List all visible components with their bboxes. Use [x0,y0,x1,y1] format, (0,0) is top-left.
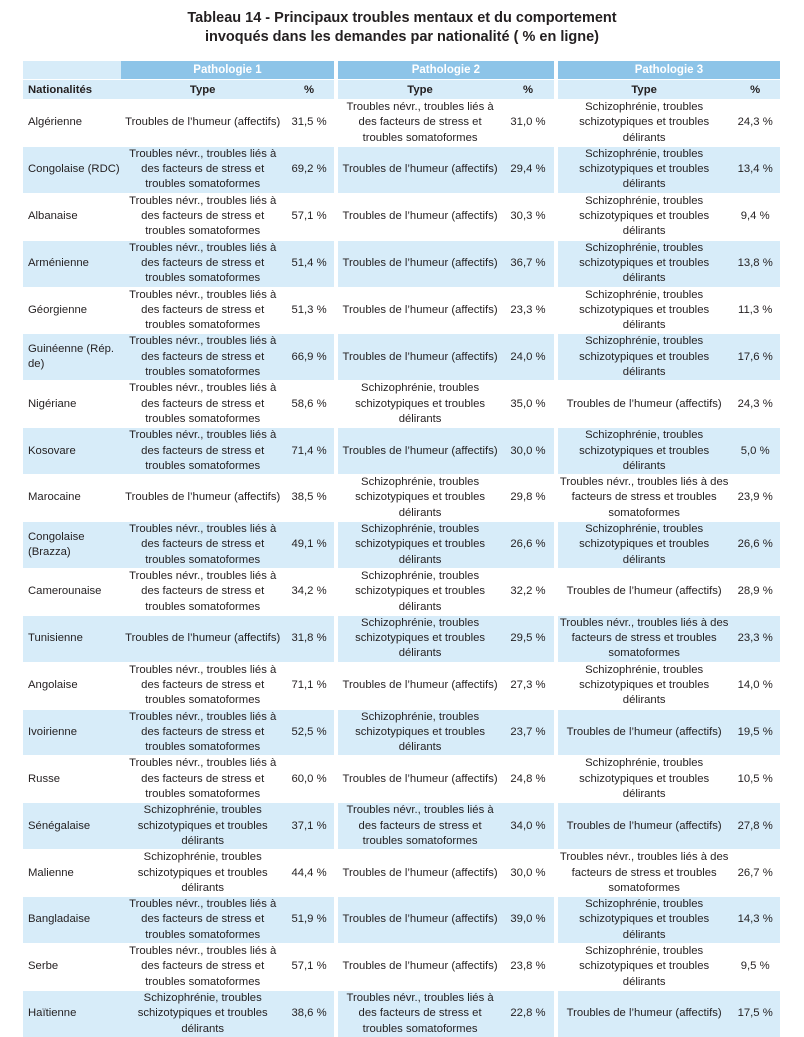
nationality-cell: Ivoirienne [23,709,121,756]
pathologie-3-pct-cell: 19,5 % [730,709,780,756]
pathologie-1-pct-cell: 66,9 % [284,333,334,380]
pathologie-1-pct-cell: 44,4 % [284,849,334,896]
pathologie-2-pct-cell: 39,0 % [502,896,554,943]
pathologie-1-pct-cell: 37,1 % [284,802,334,849]
pathologie-2-type-cell: Troubles de l’humeur (affectifs) [338,755,502,802]
table-row [23,427,780,474]
nationality-cell: Géorgienne [23,287,121,334]
pathologie-2-pct-cell: 23,8 % [502,943,554,990]
pathologie-3-pct-cell: 11,3 % [730,287,780,334]
pathologie-3-type-cell: Troubles de l’humeur (affectifs) [558,709,730,756]
pathologie-3-pct-cell: 10,5 % [730,755,780,802]
pathologie-1-pct-cell: 51,4 % [284,240,334,287]
data-table [23,61,780,1037]
pathologie-1-type-cell: Troubles névr., troubles liés à des facteurs de stress et troubles somatoformes [121,240,284,287]
pathologie-3-pct-cell: 23,3 % [730,615,780,662]
pathologie-3-type-cell: Schizophrénie, troubles schizotypiques et troubles délirants [558,896,730,943]
pathologie-3-pct-cell: 13,8 % [730,240,780,287]
pathologie-1-pct-cell: 51,9 % [284,896,334,943]
header-blank-cell [23,61,121,79]
pathologie-2-type-cell: Troubles de l’humeur (affectifs) [338,849,502,896]
table-row [23,380,780,427]
pathologie-1-type-cell: Troubles névr., troubles liés à des facteurs de stress et troubles somatoformes [121,521,284,568]
pathologie-3-pct-cell: 14,3 % [730,896,780,943]
pathologie-3-pct-cell: 23,9 % [730,474,780,521]
pathologie-1-pct-cell: 69,2 % [284,146,334,193]
pathologie-3-pct-cell: 24,3 % [730,380,780,427]
pathologie-2-pct-cell: 34,0 % [502,802,554,849]
nationality-cell: Serbe [23,943,121,990]
pathologie-1-type-cell: Schizophrénie, troubles schizotypiques et troubles délirants [121,990,284,1037]
header-type-3: Type [558,79,730,99]
pathologie-2-pct-cell: 23,7 % [502,709,554,756]
table-row [23,99,780,146]
pathologie-3-pct-cell: 17,6 % [730,333,780,380]
nationality-cell: Albanaise [23,193,121,240]
table-title-line-1: Tableau 14 - Principaux troubles mentaux et du comportement [187,10,617,26]
pathologie-1-pct-cell: 38,6 % [284,990,334,1037]
nationality-cell: Kosovare [23,427,121,474]
pathologie-1-pct-cell: 51,3 % [284,287,334,334]
pathologie-2-type-cell: Troubles névr., troubles liés à des facteurs de stress et troubles somatoformes [338,99,502,146]
pathologie-2-type-cell: Schizophrénie, troubles schizotypiques et troubles délirants [338,474,502,521]
pathologie-3-type-cell: Schizophrénie, troubles schizotypiques et troubles délirants [558,427,730,474]
nationality-cell: Russe [23,755,121,802]
pathologie-2-type-cell: Schizophrénie, troubles schizotypiques et troubles délirants [338,380,502,427]
pathologie-3-type-cell: Troubles névr., troubles liés à des facteurs de stress et troubles somatoformes [558,849,730,896]
pathologie-3-pct-cell: 14,0 % [730,662,780,709]
nationality-cell: Tunisienne [23,615,121,662]
pathologie-2-type-cell: Troubles de l’humeur (affectifs) [338,193,502,240]
pathologie-1-type-cell: Troubles de l’humeur (affectifs) [121,615,284,662]
pathologie-1-type-cell: Troubles névr., troubles liés à des facteurs de stress et troubles somatoformes [121,380,284,427]
pathologie-3-type-cell: Schizophrénie, troubles schizotypiques et troubles délirants [558,99,730,146]
pathologie-3-type-cell: Troubles de l’humeur (affectifs) [558,380,730,427]
pathologie-1-pct-cell: 49,1 % [284,521,334,568]
pathologie-3-pct-cell: 13,4 % [730,146,780,193]
nationality-cell: Congolaise (RDC) [23,146,121,193]
pathologie-2-pct-cell: 29,4 % [502,146,554,193]
pathologie-3-type-cell: Troubles de l’humeur (affectifs) [558,990,730,1037]
pathologie-1-type-cell: Troubles névr., troubles liés à des facteurs de stress et troubles somatoformes [121,755,284,802]
header-pct-2: % [502,79,554,99]
header-nationalites: Nationalités [23,79,121,99]
pathologie-1-type-cell: Troubles névr., troubles liés à des facteurs de stress et troubles somatoformes [121,333,284,380]
pathologie-3-type-cell: Schizophrénie, troubles schizotypiques et troubles délirants [558,521,730,568]
table-body [23,99,780,1037]
pathologie-2-pct-cell: 36,7 % [502,240,554,287]
pathologie-2-type-cell: Troubles de l’humeur (affectifs) [338,287,502,334]
nationality-cell: Arménienne [23,240,121,287]
header-pathologie-2: Pathologie 2 [338,61,554,79]
nationality-cell: Algérienne [23,99,121,146]
pathologie-3-type-cell: Schizophrénie, troubles schizotypiques et troubles délirants [558,240,730,287]
pathologie-2-pct-cell: 26,6 % [502,521,554,568]
pathologie-3-type-cell: Schizophrénie, troubles schizotypiques et troubles délirants [558,333,730,380]
pathologie-3-pct-cell: 26,7 % [730,849,780,896]
pathologie-1-type-cell: Troubles névr., troubles liés à des facteurs de stress et troubles somatoformes [121,943,284,990]
pathologie-1-pct-cell: 57,1 % [284,943,334,990]
pathologie-3-pct-cell: 27,8 % [730,802,780,849]
pathologie-1-pct-cell: 31,8 % [284,615,334,662]
pathologie-1-type-cell: Troubles névr., troubles liés à des facteurs de stress et troubles somatoformes [121,193,284,240]
pathologie-2-type-cell: Schizophrénie, troubles schizotypiques et troubles délirants [338,709,502,756]
pathologie-3-type-cell: Schizophrénie, troubles schizotypiques et troubles délirants [558,287,730,334]
pathologie-2-type-cell: Troubles de l’humeur (affectifs) [338,146,502,193]
pathologie-1-pct-cell: 71,1 % [284,662,334,709]
pathologie-1-type-cell: Troubles névr., troubles liés à des facteurs de stress et troubles somatoformes [121,427,284,474]
nationality-cell: Haïtienne [23,990,121,1037]
table-row [23,896,780,943]
pathologie-3-pct-cell: 5,0 % [730,427,780,474]
pathologie-2-pct-cell: 31,0 % [502,99,554,146]
pathologie-2-pct-cell: 29,8 % [502,474,554,521]
table-row [23,755,780,802]
pathologie-3-type-cell: Troubles névr., troubles liés à des facteurs de stress et troubles somatoformes [558,474,730,521]
pathologie-2-type-cell: Troubles névr., troubles liés à des facteurs de stress et troubles somatoformes [338,802,502,849]
nationality-cell: Marocaine [23,474,121,521]
pathologie-1-type-cell: Troubles névr., troubles liés à des facteurs de stress et troubles somatoformes [121,146,284,193]
table-row [23,709,780,756]
header-type-1: Type [121,79,284,99]
pathologie-3-type-cell: Troubles névr., troubles liés à des facteurs de stress et troubles somatoformes [558,615,730,662]
pathologie-3-pct-cell: 17,5 % [730,990,780,1037]
pathologie-3-type-cell: Schizophrénie, troubles schizotypiques et troubles délirants [558,662,730,709]
table-row [23,240,780,287]
nationality-cell: Congolaise (Brazza) [23,521,121,568]
nationality-cell: Sénégalaise [23,802,121,849]
pathologie-3-type-cell: Schizophrénie, troubles schizotypiques et troubles délirants [558,943,730,990]
pathologie-2-pct-cell: 30,0 % [502,427,554,474]
pathologie-1-pct-cell: 71,4 % [284,427,334,474]
pathologie-1-pct-cell: 31,5 % [284,99,334,146]
pathologie-1-type-cell: Schizophrénie, troubles schizotypiques et troubles délirants [121,802,284,849]
pathologie-2-type-cell: Schizophrénie, troubles schizotypiques et troubles délirants [338,568,502,615]
nationality-cell: Nigériane [23,380,121,427]
pathologie-2-pct-cell: 30,3 % [502,193,554,240]
table-row [23,990,780,1037]
pathologie-2-pct-cell: 24,8 % [502,755,554,802]
pathologie-1-pct-cell: 57,1 % [284,193,334,240]
pathologie-1-pct-cell: 60,0 % [284,755,334,802]
pathologie-3-type-cell: Troubles de l’humeur (affectifs) [558,802,730,849]
pathologie-3-type-cell: Schizophrénie, troubles schizotypiques et troubles délirants [558,755,730,802]
table-row [23,615,780,662]
pathologie-2-pct-cell: 29,5 % [502,615,554,662]
nationality-cell: Angolaise [23,662,121,709]
pathologie-2-pct-cell: 32,2 % [502,568,554,615]
pathologie-1-pct-cell: 38,5 % [284,474,334,521]
header-pathologie-1: Pathologie 1 [121,61,334,79]
table-row [23,662,780,709]
pathologie-2-type-cell: Troubles de l’humeur (affectifs) [338,896,502,943]
pathologie-2-type-cell: Schizophrénie, troubles schizotypiques et troubles délirants [338,615,502,662]
pathologie-2-pct-cell: 27,3 % [502,662,554,709]
table-row [23,287,780,334]
nationality-cell: Malienne [23,849,121,896]
pathologie-1-type-cell: Troubles de l’humeur (affectifs) [121,474,284,521]
pathologie-2-pct-cell: 24,0 % [502,333,554,380]
table-title [0,9,804,47]
pathologie-3-pct-cell: 9,4 % [730,193,780,240]
pathologie-1-pct-cell: 52,5 % [284,709,334,756]
table-row [23,568,780,615]
pathologie-2-type-cell: Troubles névr., troubles liés à des facteurs de stress et troubles somatoformes [338,990,502,1037]
header-type-2: Type [338,79,502,99]
header-pathologie-3: Pathologie 3 [558,61,780,79]
pathologie-3-pct-cell: 24,3 % [730,99,780,146]
pathologie-1-pct-cell: 58,6 % [284,380,334,427]
pathologie-2-type-cell: Troubles de l’humeur (affectifs) [338,427,502,474]
pathologie-1-type-cell: Troubles névr., troubles liés à des facteurs de stress et troubles somatoformes [121,896,284,943]
pathologie-3-pct-cell: 28,9 % [730,568,780,615]
pathologie-2-type-cell: Schizophrénie, troubles schizotypiques et troubles délirants [338,521,502,568]
table-row [23,849,780,896]
pathologie-1-type-cell: Troubles de l’humeur (affectifs) [121,99,284,146]
pathologie-2-pct-cell: 30,0 % [502,849,554,896]
pathologie-3-type-cell: Schizophrénie, troubles schizotypiques et troubles délirants [558,193,730,240]
header-pct-3: % [730,79,780,99]
table-title-line-2: invoqués dans les demandes par nationalité ( % en ligne) [204,29,599,45]
table-row [23,521,780,568]
pathologie-1-type-cell: Troubles névr., troubles liés à des facteurs de stress et troubles somatoformes [121,568,284,615]
table-row [23,474,780,521]
pathologie-1-type-cell: Schizophrénie, troubles schizotypiques et troubles délirants [121,849,284,896]
nationality-cell: Bangladaise [23,896,121,943]
table-row [23,943,780,990]
pathologie-2-pct-cell: 23,3 % [502,287,554,334]
pathologie-2-pct-cell: 35,0 % [502,380,554,427]
header-row-pathologies [23,61,780,79]
pathologie-2-type-cell: Troubles de l’humeur (affectifs) [338,333,502,380]
pathologie-2-pct-cell: 22,8 % [502,990,554,1037]
pathologie-3-type-cell: Schizophrénie, troubles schizotypiques et troubles délirants [558,146,730,193]
pathologie-1-type-cell: Troubles névr., troubles liés à des facteurs de stress et troubles somatoformes [121,662,284,709]
table-row [23,146,780,193]
pathologie-3-type-cell: Troubles de l’humeur (affectifs) [558,568,730,615]
table-row [23,802,780,849]
pathologie-3-pct-cell: 26,6 % [730,521,780,568]
pathologie-3-pct-cell: 9,5 % [730,943,780,990]
pathologie-2-type-cell: Troubles de l’humeur (affectifs) [338,943,502,990]
header-row-columns [23,79,780,99]
table-row [23,193,780,240]
pathologie-1-pct-cell: 34,2 % [284,568,334,615]
pathologie-2-type-cell: Troubles de l’humeur (affectifs) [338,240,502,287]
pathologie-1-type-cell: Troubles névr., troubles liés à des facteurs de stress et troubles somatoformes [121,709,284,756]
nationality-cell: Camerounaise [23,568,121,615]
pathologie-1-type-cell: Troubles névr., troubles liés à des facteurs de stress et troubles somatoformes [121,287,284,334]
nationality-cell: Guinéenne (Rép. de) [23,333,121,380]
header-pct-1: % [284,79,334,99]
pathologie-2-type-cell: Troubles de l’humeur (affectifs) [338,662,502,709]
table-row [23,333,780,380]
